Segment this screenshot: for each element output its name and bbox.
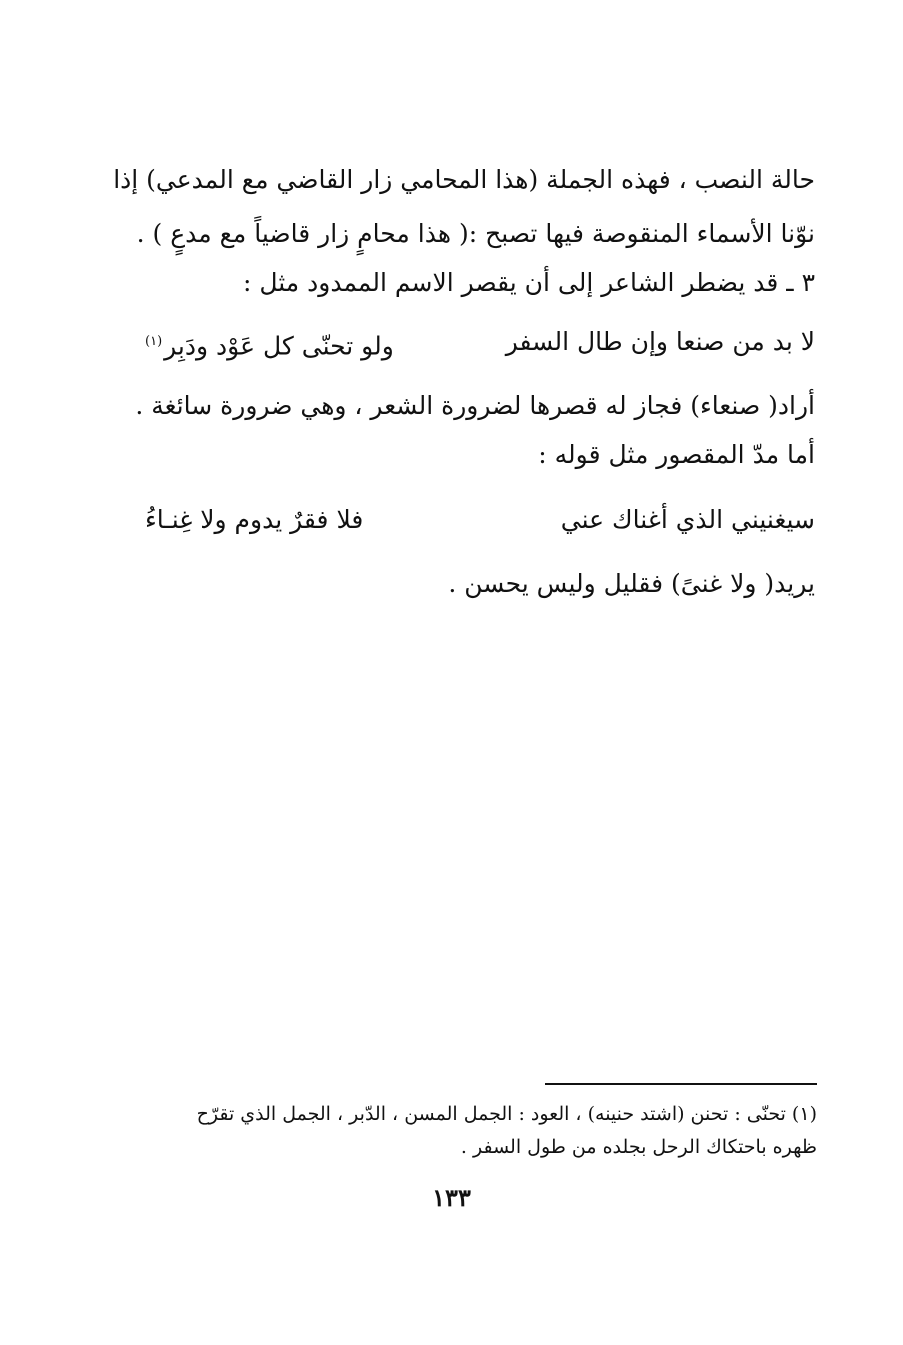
closing-line: يريد( ولا غنىً) فقليل وليس يحسن . (448, 569, 815, 598)
poem-verse-1 (145, 322, 815, 362)
point-3-line: ٣ ـ قد يضطر الشاعر إلى أن يقصر الاسم الممدود مثل : (242, 268, 815, 297)
explanation-line-1: أراد( صنعاء) فجاز له قصرها لضرورة الشعر ، وهي ضرورة سائغة . (135, 391, 815, 420)
paragraph-line-2: نوّنا الأسماء المنقوصة فيها تصبح :( هذا محامٍ زار قاضياً مع مدعٍ ) . (136, 219, 815, 248)
footnote-line-2: ظهره باحتكاك الرحل بجلده من طول السفر . (460, 1136, 817, 1158)
verse-1-second-hemistich-group (145, 322, 394, 366)
verse-1-first-hemistich: لا بد من صنعا وإن طال السفر (505, 327, 815, 356)
poem-verse-2 (145, 500, 815, 540)
explanation-line-2: أما مدّ المقصور مثل قوله : (538, 440, 815, 469)
paragraph-line-1: حالة النصب ، فهذه الجملة (هذا المحامي زار القاضي مع المدعي) إذا (113, 165, 815, 194)
verse-2-first-hemistich: سيغنيني الذي أغناك عني (560, 505, 815, 534)
footnote-marker: (١) (145, 334, 163, 349)
verse-1-second-hemistich: ولو تحنّى كل عَوْد ودَبِر (164, 331, 394, 361)
verse-2-second-hemistich: فلا فقرٌ يدوم ولا غِنـاءُ (145, 505, 364, 534)
footnote-line-1: (١) تحنّى : تحنن (اشتد حنينه) ، العود : الجمل المسن ، الدّبر ، الجمل الذي تقرّح (196, 1103, 817, 1125)
page-number: ١٣٣ (432, 1183, 471, 1212)
footnote-divider (545, 1083, 817, 1085)
